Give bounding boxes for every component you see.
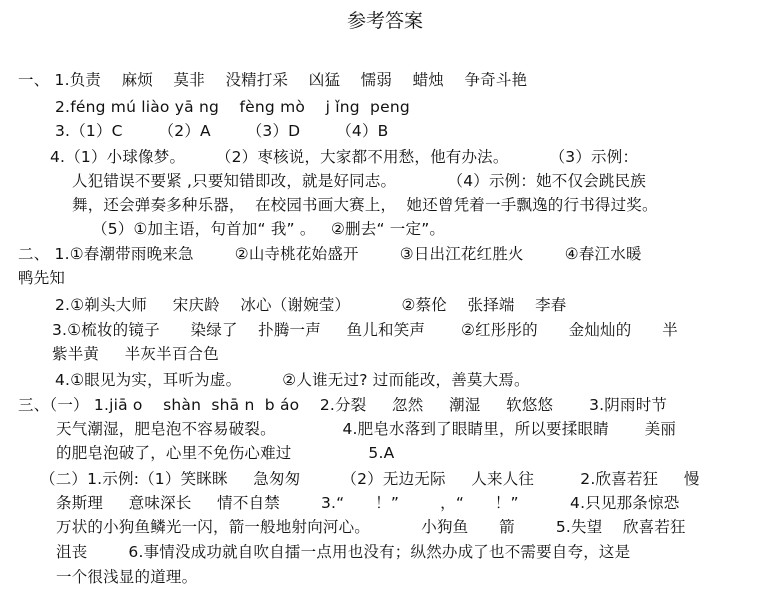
answer-line: 紫半黄 半灰半百合色 — [52, 345, 219, 363]
page-title: 参考答案 — [346, 10, 423, 32]
answer-line: 天气潮湿，肥皂泡不容易破裂。 4.肥皂水落到了眼睛里，所以要揉眼睛 美丽 — [56, 420, 677, 438]
answer-line: 三、（一） 1.jiā o shàn shā n b áo 2.分裂 忽然 潮湿 软悠悠 3.阴雨时节 — [18, 396, 668, 414]
answer-line: （5）①加主语，句首加“ 我” 。 ②删去“ 一定”。 — [92, 220, 446, 238]
answer-line: 二、 1.①春潮带雨晚来急 ②山寺桃花始盛开 ③日出江花红胜火 ④春江水暖 — [18, 245, 642, 263]
answer-line: 一、 1.负责 麻烦 莫非 没精打采 凶猛 懦弱 蜡烛 争奇斗艳 — [18, 71, 528, 89]
answer-line: 4.（1）小球像梦。 （2）枣核说，大家都不用愁，他有办法。 （3）示例： — [50, 148, 639, 166]
answer-line: 人犯错误不要紧 ,只要知错即改，就是好同志。 （4）示例：她不仅会跳民族 — [72, 172, 646, 190]
answer-line: 鸭先知 — [18, 269, 66, 287]
answer-line: 3.①梳妆的镜子 染绿了 扑腾一声 鱼儿和笑声 ②红彤彤的 金灿灿的 半 — [52, 321, 678, 339]
answer-line: 3.（1）C （2）A （3）D （4）B — [55, 122, 389, 140]
answer-line: 4.①眼见为实，耳听为虚。 ②人谁无过? 过而能改，善莫大焉。 — [55, 371, 530, 389]
answer-line: 的肥皂泡破了，心里不免伤心难过 5.A — [56, 444, 395, 462]
answer-line: （二）1.示例:（1）笑眯眯 急匆匆 （2）无边无际 人来人往 2.欣喜若狂 慢 — [40, 470, 700, 488]
answer-line: 2.①剃头大师 宋庆龄 冰心（谢婉莹） ②蔡伦 张择端 李春 — [55, 296, 567, 314]
answer-line: 万状的小狗鱼鳞光一闪，箭一般地射向河心。 小狗鱼 箭 5.失望 欣喜若狂 — [56, 518, 686, 536]
answer-line: 一个很浅显的道理。 — [56, 568, 198, 586]
answer-line: 2.féng mú liào yā ng fèng mò j ǐng peng — [55, 98, 410, 116]
answer-line: 舞，还会弹奏多种乐器， 在校园书画大赛上， 她还曾凭着一手飘逸的行书得过奖。 — [72, 196, 658, 214]
answer-line: 沮丧 6.事情没成功就自吹自擂一点用也没有；纵然办成了也不需要自夸，这是 — [56, 543, 631, 561]
answer-line: 条斯理 意味深长 情不自禁 3.“ ！” ，“ ！” 4.只见那条惊恐 — [56, 494, 680, 512]
